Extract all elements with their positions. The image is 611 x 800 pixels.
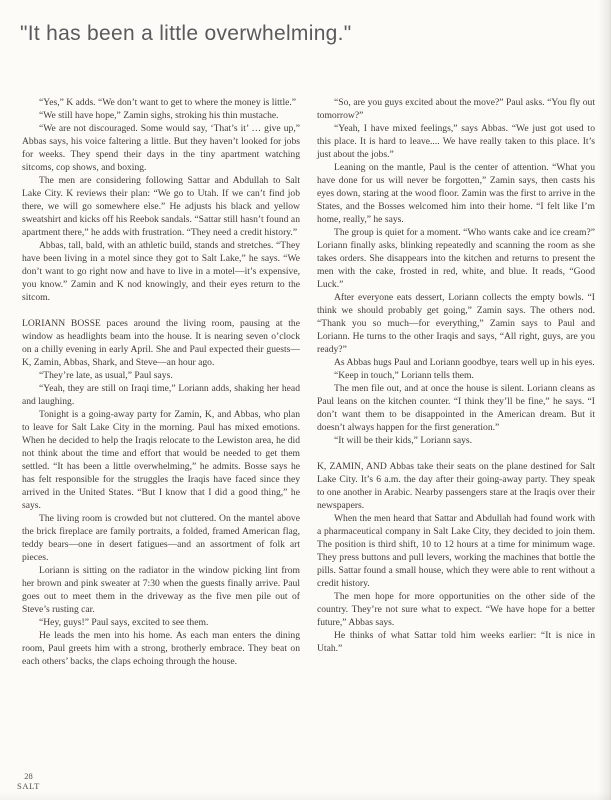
article-paragraph: As Abbas hugs Paul and Loriann goodbye, tears well up in his eyes. (334, 357, 595, 368)
right-column (317, 96, 595, 668)
page-footer (17, 772, 40, 791)
article-paragraph: The group is quiet for a moment. “Who wants cake and ice cream?” Loriann finally asks, blinking repeatedly and scanning the room as she takes orders. She disappears into the kitchen and returns to present the men with the cake, frosted in red, white, and blue. It reads, “Good Luck.” (317, 227, 595, 290)
article-paragraph: The men hope for more opportunities on the other side of the country. They’re not sure what to expect. “We have hope for a better future,” Abbas says. (317, 591, 595, 628)
article-paragraph: “Keep in touch,” Loriann tells them. (334, 370, 474, 381)
magazine-name: SALT (17, 780, 40, 791)
article-paragraph: When the men heard that Sattar and Abdullah had found work with a pharmaceutical company in Salt Lake City, they decided to join them. The position is third shift, 10 to 12 hours at a time for minimum wage. They press buttons and pull levers, working the machines that bottle the pills. Sattar found a small house, which they were able to rent without a credit history. (317, 513, 595, 589)
article-paragraph: “So, are you guys excited about the move?” Paul asks. “You fly out tomorrow?” (317, 97, 595, 121)
left-column (22, 96, 300, 668)
article-paragraph: K, ZAMIN, AND Abbas take their seats on the plane destined for Salt Lake City. It’s 6 a.m. the day after their going-away party. They speak to one another in Arabic. Nearby passengers stare at the Iraqis over their newspapers. (317, 461, 595, 511)
scan-edge-shadow-bottom (0, 792, 611, 800)
article-paragraph: “It will be their kids,” Loriann says. (334, 435, 473, 446)
page-number: 28 (24, 771, 33, 781)
scan-edge-shadow-right (598, 0, 611, 800)
article-paragraph: After everyone eats dessert, Loriann collects the empty bowls. “I think we should probably get going,” Zamin says. The others nod. “Thank you so much—for everything,” Zamin says to Paul and Loriann. He turns to the other Iraqis and says, “All right, guys, are you ready?” (317, 292, 595, 355)
article-paragraph: Leaning on the mantle, Paul is the center of attention. “What you have done for us will never be forgotten,” Zamin says, then casts his eyes down, staring at the wood floor. Zamin was the first to arrive in the States, and the Bosses welcomed him into their home. “I felt like I’m home, really,” he says. (317, 162, 595, 225)
article-headline: "It has been a little overwhelming." (20, 22, 352, 45)
article-paragraph: “They’re late, as usual,” Paul says. (39, 370, 173, 381)
article-paragraph: He leads the men into his home. As each man enters the dining room, Paul greets him with a strong, brotherly embrace. They beat on each others’ backs, the claps echoing through the house. (22, 630, 300, 667)
article-paragraph: “Yes,” K adds. “We don’t want to get to where the money is little.” (39, 97, 297, 108)
article-paragraph: The living room is crowded but not cluttered. On the mantel above the brick fireplace are family portraits, a folded, framed American flag, teddy bears—one in desert fatigues—and an assortment of folk art pieces. (22, 513, 300, 563)
article-paragraph: “Yeah, I have mixed feelings,” says Abbas. “We just got used to this place. It is hard to leave.... We have really taken to this place. It’s just about the jobs.” (317, 123, 595, 160)
article-paragraph: Abbas, tall, bald, with an athletic build, stands and stretches. “They have been living in a motel since they got to Salt Lake,” he says. “We don’t want to go right now and have to live in a motel—it’s expensive, you know.” Zamin and K nod knowingly, and their eyes return to the sitcom. (22, 240, 300, 303)
article-paragraph: “We are not discouraged. Some would say, ‘That’s it’ … give up,” Abbas says, his voice faltering a little. But they haven’t looked for jobs for weeks. They spend their days in the tiny apartment watching sitcoms, cop shows, and boxing. (22, 123, 300, 173)
article-paragraph: The men file out, and at once the house is silent. Loriann cleans as Paul leans on the kitchen counter. “I think they’ll be fine,” he says. “I don’t want them to be disappointed in the American dream. But it doesn’t always happen for the first generation.” (317, 383, 595, 433)
article-paragraph: Loriann is sitting on the radiator in the window picking lint from her brown and pink sweater at 7:30 when the guests finally arrive. Paul goes out to meet them in the driveway as the five men pile out of Steve’s rusting car. (22, 565, 300, 615)
article-paragraph: The men are considering following Sattar and Abdullah to Salt Lake City. K reviews their plan: “We go to Utah. If we can’t find job there, we will go somewhere else.” He adjusts his black and yellow sweatshirt and kicks off his Reebok sandals. “Sattar still hasn’t found an apartment there,” he adds with frustration. “They need a credit history.” (22, 175, 300, 238)
article-paragraph: Tonight is a going-away party for Zamin, K, and Abbas, who plan to leave for Salt Lake City in the morning. Paul has mixed emotions. When he decided to help the Iraqis relocate to the Lewiston area, he did not think about the time and effort that would be needed to get them settled. “It has been a little overwhelming,” he admits. Bosse says he has felt responsible for the struggles the Iraqis have faced since they arrived in the United States. “But I know that I did a good thing,” he says. (22, 409, 300, 511)
article-paragraph: “Hey, guys!” Paul says, excited to see them. (39, 617, 209, 628)
article-paragraph: “Yeah, they are still on Iraqi time,” Loriann adds, shaking her head and laughing. (22, 383, 300, 407)
article-body (22, 96, 595, 668)
article-paragraph: “We still have hope,” Zamin sighs, stroking his thin mustache. (39, 110, 279, 121)
article-paragraph: LORIANN BOSSE paces around the living room, pausing at the window as headlights beam into the house. It is nearing seven o’clock on a chilly evening in early April. She and Paul expected their guests—K, Zamin, Abbas, Shark, and Steve—an hour ago. (22, 318, 300, 368)
article-paragraph: He thinks of what Sattar told him weeks earlier: “It is nice in Utah.” (317, 630, 595, 654)
